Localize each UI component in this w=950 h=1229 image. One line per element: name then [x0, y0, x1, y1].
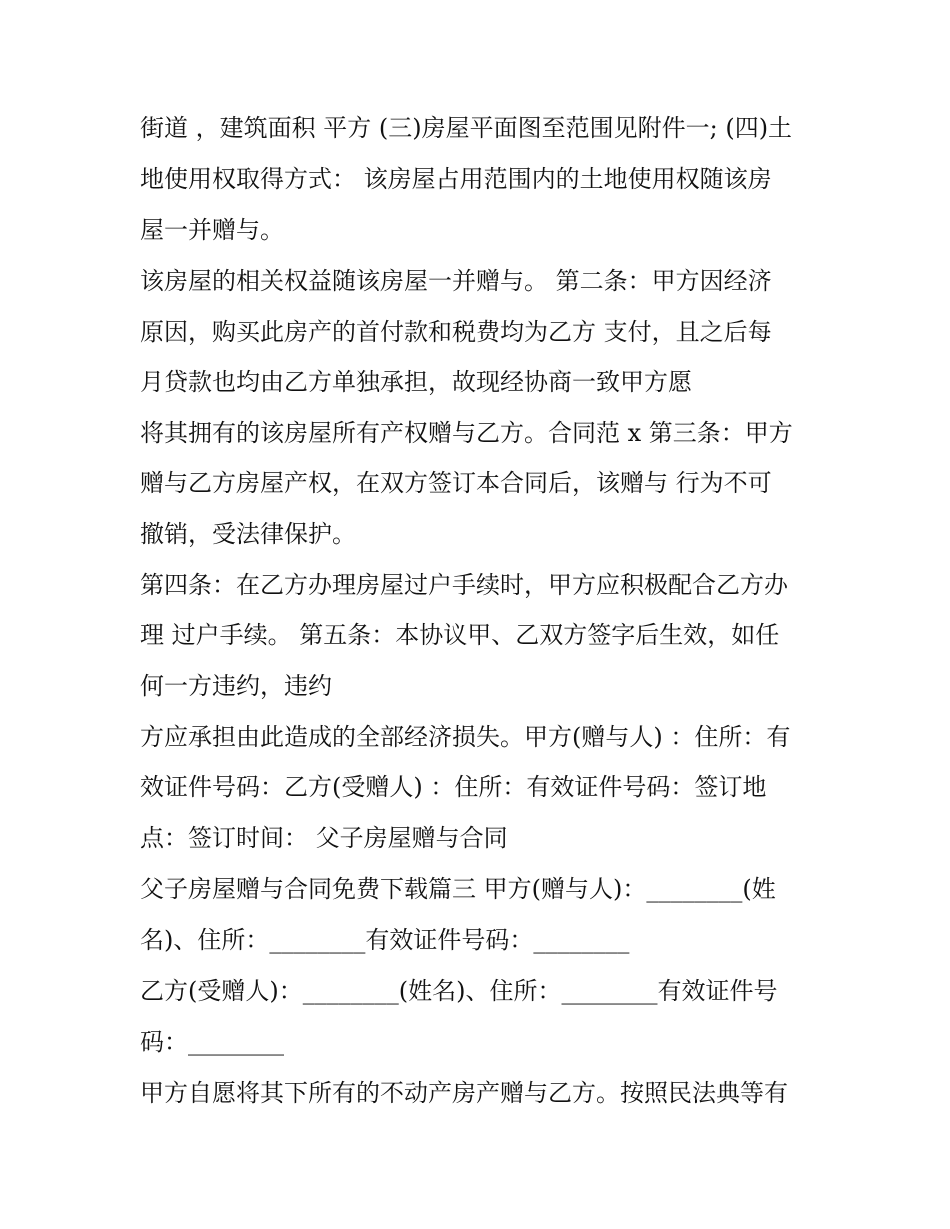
text-line: 方应承担由此造成的全部经济损失。甲方(赠与人) ：住所：有: [140, 723, 791, 751]
text-line: 乙方(受赠人)：________(姓名)、住所：________有效证件号: [140, 977, 778, 1005]
text-line: 屋一并赠与。: [140, 216, 284, 244]
text-line: 原因，购买此房产的首付款和税费均为乙方 支付，且之后每: [140, 318, 772, 346]
text-line: 码：________: [140, 1028, 284, 1056]
text-line: 点：签订时间： 父子房屋赠与合同: [140, 824, 508, 852]
text-line: 撤销，受法律保护。: [140, 520, 356, 548]
text-line: 月贷款也均由乙方单独承担，故现经协商一致甲方愿: [140, 368, 692, 396]
text-line: 父子房屋赠与合同免费下载篇三 甲方(赠与人)：________(姓: [140, 875, 776, 903]
text-line: 效证件号码：乙方(受赠人) ：住所：有效证件号码：签订地: [140, 773, 767, 801]
text-line: 将其拥有的该房屋所有产权赠与乙方。合同范 x 第三条：甲方: [140, 419, 793, 447]
text-line: 该房屋的相关权益随该房屋一并赠与。 第二条：甲方因经济: [140, 267, 772, 295]
text-line: 何一方违约，违约: [140, 672, 332, 700]
text-line: 理 过户手续。 第五条：本协议甲、乙双方签字后生效，如任: [140, 621, 780, 649]
text-line: 甲方自愿将其下所有的不动产房产赠与乙方。按照民法典等有: [140, 1079, 788, 1107]
text-line: 名)、住所：________有效证件号码：________: [140, 926, 630, 954]
text-line: 第四条：在乙方办理房屋过户手续时，甲方应积极配合乙方办: [140, 571, 788, 599]
text-line: 地使用权取得方式： 该房屋占用范围内的土地使用权随该房: [140, 165, 772, 193]
text-line: 街道 ，建筑面积 平方 (三)房屋平面图至范围见附件一; (四)土: [140, 114, 793, 142]
text-line: 赠与乙方房屋产权，在双方签订本合同后，该赠与 行为不可: [140, 469, 772, 497]
